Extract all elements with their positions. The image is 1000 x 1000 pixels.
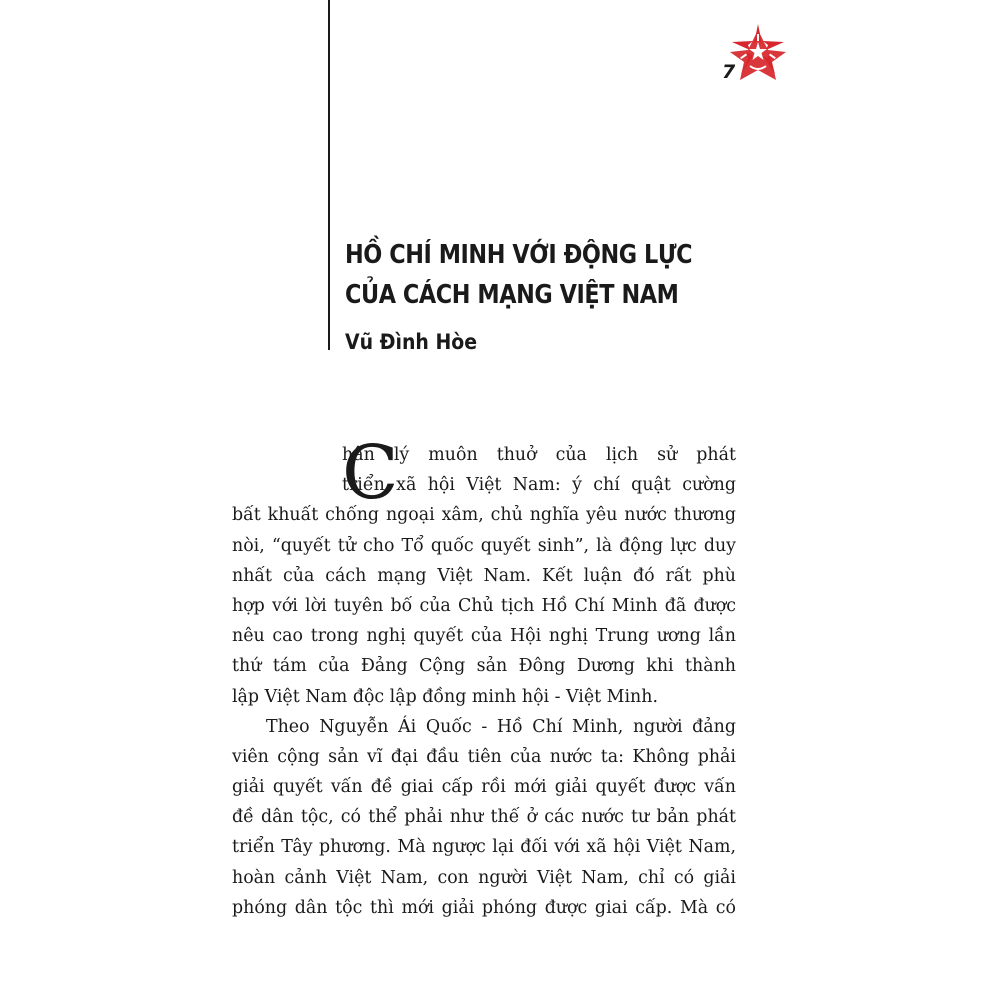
body-line: lập Việt Nam độc lập đồng minh hội - Việt Minh.: [232, 686, 658, 707]
vertical-rule: [328, 0, 330, 350]
body-text: [232, 430, 736, 923]
body-line: thứ tám của Đảng Cộng sản Đông Dương khi thành: [232, 656, 736, 677]
page-number: 7: [722, 61, 736, 83]
body-line: phóng dân tộc thì mới giải phóng được giai cấp. Mà có: [232, 897, 736, 918]
body-line: triển xã hội Việt Nam: ý chí quật cường: [342, 475, 736, 496]
body-line: bất khuất chống ngoại xâm, chủ nghĩa yêu nước thương: [232, 505, 736, 526]
drop-cap: C: [342, 430, 399, 516]
chapter-title-line-2: CỦA CÁCH MẠNG VIỆT NAM: [345, 280, 679, 310]
chapter-title-line-1: HỒ CHÍ MINH VỚI ĐỘNG LỰC: [345, 240, 693, 270]
body-line: triển Tây phương. Mà ngược lại đối với xã hội Việt Nam,: [232, 837, 736, 858]
body-line: nêu cao trong nghị quyết của Hội nghị Trung ương lần: [232, 626, 736, 647]
body-line: nòi, “quyết tử cho Tổ quốc quyết sinh”, là động lực duy: [232, 535, 736, 556]
body-line: giải quyết vấn đề giai cấp rồi mới giải quyết được vấn: [232, 777, 736, 798]
red-star-emblem-icon: [728, 22, 788, 82]
body-line: đề dân tộc, có thể phải như thế ở các nước tư bản phát: [232, 807, 736, 828]
body-line: Theo Nguyễn Ái Quốc - Hồ Chí Minh, người đảng: [266, 716, 736, 737]
body-line: hoàn cảnh Việt Nam, con người Việt Nam, chỉ có giải: [232, 867, 736, 888]
body-line: viên cộng sản vĩ đại đầu tiên của nước ta: Không phải: [232, 746, 736, 767]
author-name: Vũ Đình Hòe: [345, 330, 478, 354]
body-line: nhất của cách mạng Việt Nam. Kết luận đó rất phù: [232, 565, 736, 586]
body-line: hân lý muôn thuở của lịch sử phát: [342, 445, 736, 465]
chapter-title: [345, 235, 706, 315]
body-line: hợp với lời tuyên bố của Chủ tịch Hồ Chí Minh đã được: [232, 595, 736, 616]
